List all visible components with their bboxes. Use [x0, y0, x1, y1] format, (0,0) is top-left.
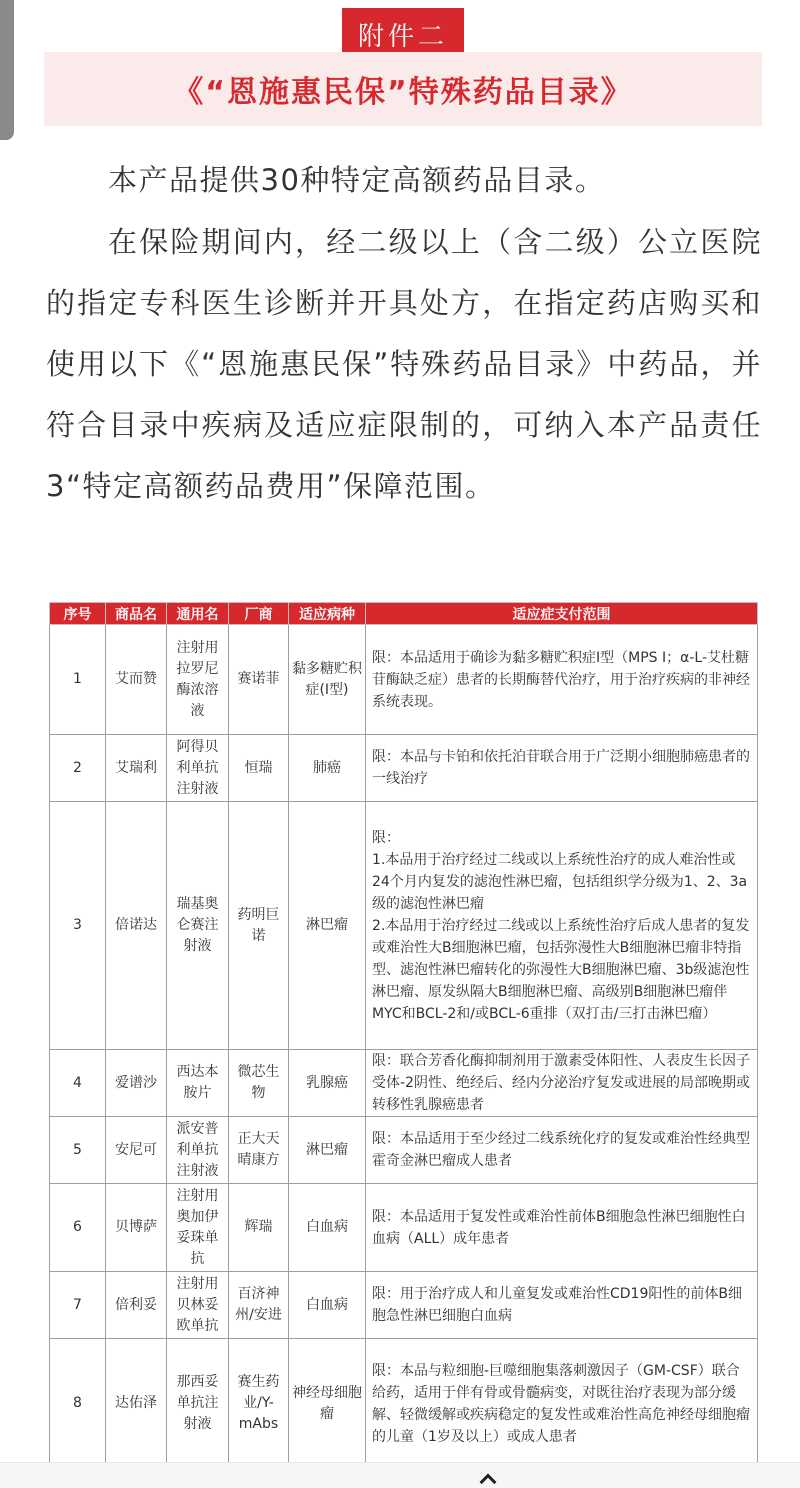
cell-maker: 辉瑞 — [229, 1184, 289, 1272]
intro-paragraph: 本产品提供30种特定高额药品目录。 — [108, 163, 606, 197]
cell-no: 5 — [50, 1117, 106, 1184]
cell-brand: 倍诺达 — [106, 802, 167, 1050]
cell-disease: 黏多糖贮积症(I型) — [289, 625, 366, 735]
cell-brand: 倍利妥 — [106, 1272, 167, 1339]
header-disease: 适应病种 — [289, 603, 366, 625]
table-row — [50, 735, 758, 802]
table-row — [50, 802, 758, 1050]
attachment-badge: 附件二 — [342, 8, 464, 60]
document-title: 《“恩施惠民保”特殊药品目录》 — [173, 75, 633, 110]
cell-no: 7 — [50, 1272, 106, 1339]
cell-scope — [366, 802, 758, 1050]
cell-maker: 百济神州/安进 — [229, 1272, 289, 1339]
cell-no: 3 — [50, 802, 106, 1050]
cell-maker: 正大天晴康方 — [229, 1117, 289, 1184]
cell-disease: 白血病 — [289, 1272, 366, 1339]
scroll-tab[interactable] — [0, 0, 14, 140]
table-row — [50, 625, 758, 735]
cell-brand: 达佑泽 — [106, 1339, 167, 1469]
header-scope: 适应症支付范围 — [366, 603, 758, 625]
cell-disease: 神经母细胞瘤 — [289, 1339, 366, 1469]
table-row — [50, 1117, 758, 1184]
header-maker: 厂商 — [229, 603, 289, 625]
header-no: 序号 — [50, 603, 106, 625]
cell-scope: 限：本品适用于至少经过二线系统化疗的复发或难治性经典型霍奇金淋巴瘤成人患者 — [366, 1117, 758, 1184]
cell-no: 2 — [50, 735, 106, 802]
bottom-toolbar — [0, 1462, 800, 1488]
cell-no: 1 — [50, 625, 106, 735]
cell-no: 6 — [50, 1184, 106, 1272]
cell-maker: 赛诺菲 — [229, 625, 289, 735]
cell-maker: 恒瑞 — [229, 735, 289, 802]
cell-generic: 瑞基奥仑赛注射液 — [167, 802, 229, 1050]
cell-brand: 贝博萨 — [106, 1184, 167, 1272]
cell-brand: 爱谱沙 — [106, 1050, 167, 1117]
cell-scope: 限：本品适用于复发性或难治性前体B细胞急性淋巴细胞性白血病（ALL）成年患者 — [366, 1184, 758, 1272]
cell-brand: 安尼可 — [106, 1117, 167, 1184]
cell-scope: 限：联合芳香化酶抑制剂用于激素受体阳性、人表皮生长因子受体-2阴性、绝经后、经内分泌治疗复发或进展的局部晚期或转移性乳腺癌患者 — [366, 1050, 758, 1117]
header-brand: 商品名 — [106, 603, 167, 625]
scope-line: 2.本品用于治疗经过二线或以上系统性治疗后成人患者的复发或难治性大B细胞淋巴瘤，包括弥漫性大B细胞淋巴瘤非特指型、滤泡性淋巴瘤转化的弥漫性大B细胞淋巴瘤、3b级滤泡性淋巴瘤、原发纵隔大B细胞淋巴瘤、高级别B细胞淋巴瘤伴MYC和BCL-2和/或BCL-6重排（双打击/三打击淋巴瘤） — [372, 917, 750, 1022]
cell-generic: 派安普利单抗注射液 — [167, 1117, 229, 1184]
cell-scope: 限：本品与粒细胞-巨噬细胞集落刺激因子（GM-CSF）联合给药，适用于伴有骨或骨髓病变，对既往治疗表现为部分缓解、轻微缓解或疾病稳定的复发性或难治性高危神经母细胞瘤的儿童（1岁及以上）或成人患者 — [366, 1339, 758, 1469]
cell-disease: 乳腺癌 — [289, 1050, 366, 1117]
cell-maker: 药明巨诺 — [229, 802, 289, 1050]
table-row — [50, 1272, 758, 1339]
scope-line: 1.本品用于治疗经过二线或以上系统性治疗的成人难治性或24个月内复发的滤泡性淋巴瘤，包括组织学分级为1、2、3a级的滤泡性淋巴瘤 — [372, 851, 748, 912]
cell-scope: 限：本品与卡铂和依托泊苷联合用于广泛期小细胞肺癌患者的一线治疗 — [366, 735, 758, 802]
cell-maker: 微芯生物 — [229, 1050, 289, 1117]
cell-generic: 注射用拉罗尼酶浓溶液 — [167, 625, 229, 735]
table-row — [50, 1184, 758, 1272]
cell-no: 4 — [50, 1050, 106, 1117]
cell-generic: 西达本胺片 — [167, 1050, 229, 1117]
cell-scope: 限：用于治疗成人和儿童复发或难治性CD19阳性的前体B细胞急性淋巴细胞白血病 — [366, 1272, 758, 1339]
cell-generic: 阿得贝利单抗注射液 — [167, 735, 229, 802]
table-row — [50, 1339, 758, 1469]
cell-generic: 注射用奥加伊妥珠单抗 — [167, 1184, 229, 1272]
cell-scope: 限：本品适用于确诊为黏多糖贮积症I型（MPS I；α-L-艾杜糖苷酶缺乏症）患者的长期酶替代治疗，用于治疗疾病的非神经系统表现。 — [366, 625, 758, 735]
table-row — [50, 1050, 758, 1117]
coverage-paragraph: 在保险期间内，经二级以上（含二级）公立医院的指定专科医生诊断并开具处方，在指定药店购买和使用以下《“恩施惠民保”特殊药品目录》中药品，并符合目录中疾病及适应症限制的，可纳入本产品责任3“特定高额药品费用”保障范围。 — [46, 225, 762, 503]
cell-no: 8 — [50, 1339, 106, 1469]
scope-line: 限： — [372, 829, 400, 846]
cell-generic: 那西妥单抗注射液 — [167, 1339, 229, 1469]
cell-generic: 注射用贝林妥欧单抗 — [167, 1272, 229, 1339]
table-header-row — [50, 603, 758, 625]
cell-disease: 肺癌 — [289, 735, 366, 802]
cell-disease: 淋巴瘤 — [289, 1117, 366, 1184]
header-generic: 通用名 — [167, 603, 229, 625]
title-band — [44, 52, 762, 126]
cell-disease: 淋巴瘤 — [289, 802, 366, 1050]
drug-table — [49, 602, 758, 1469]
cell-disease: 白血病 — [289, 1184, 366, 1272]
cell-maker: 赛生药业/Y-mAbs — [229, 1339, 289, 1469]
cell-brand: 艾瑞利 — [106, 735, 167, 802]
cell-brand: 艾而赞 — [106, 625, 167, 735]
